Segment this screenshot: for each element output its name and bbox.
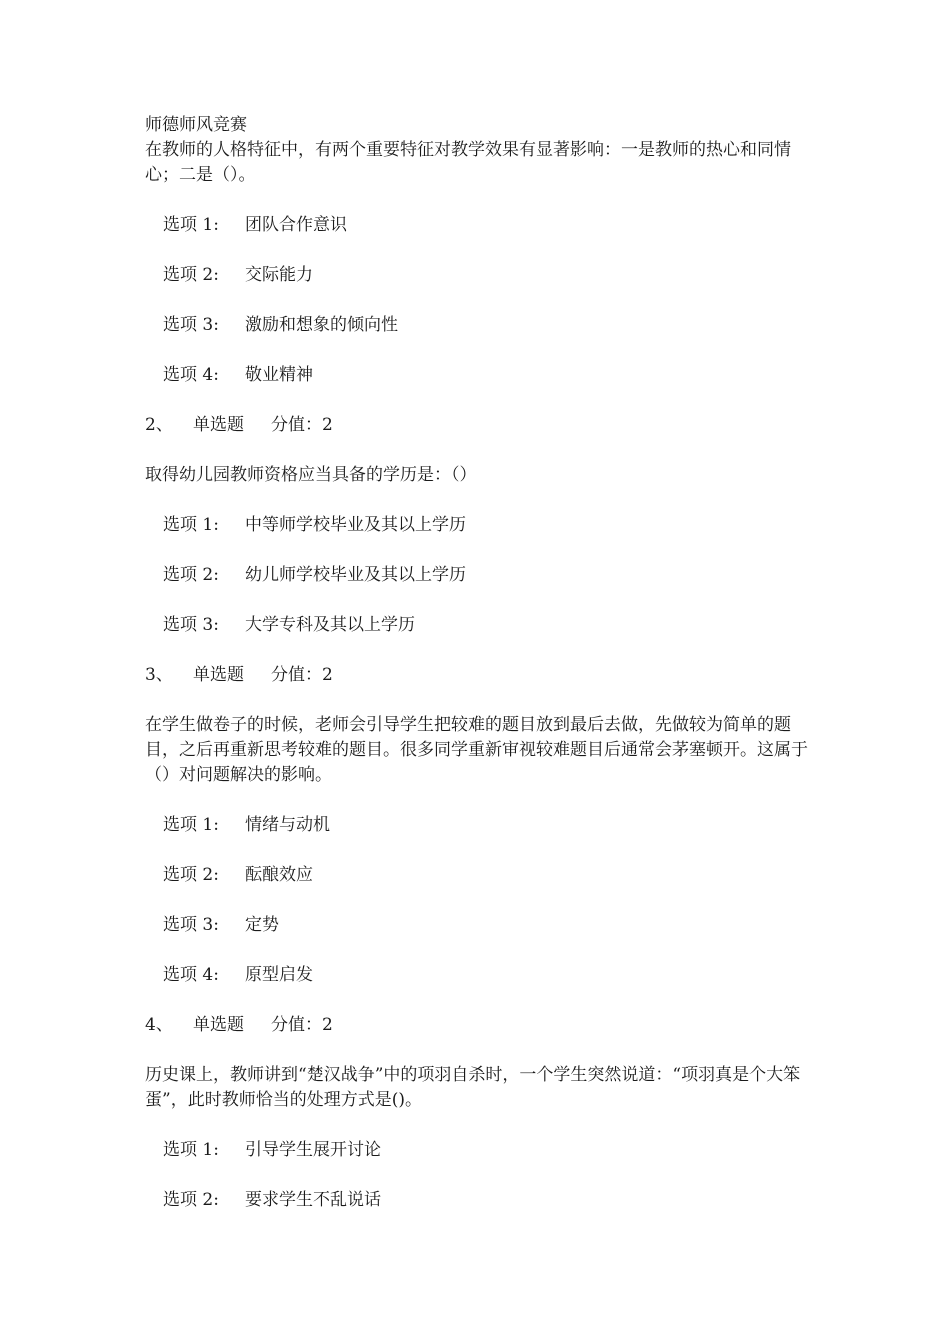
question-score: 分值：2 — [271, 415, 333, 435]
option-text: 引导学生展开讨论 — [245, 1140, 381, 1160]
question-header — [145, 663, 810, 688]
option-text: 幼儿师学校毕业及其以上学历 — [245, 565, 466, 585]
question-score: 分值：2 — [271, 665, 333, 685]
document-title: 师德师风竞赛 — [145, 115, 247, 135]
option-text: 交际能力 — [245, 265, 313, 285]
option-list — [145, 813, 810, 988]
question-1 — [145, 138, 810, 388]
option-item — [145, 1138, 810, 1163]
option-text: 情绪与动机 — [245, 815, 330, 835]
question-stem: 历史课上，教师讲到“楚汉战争”中的项羽自杀时，一个学生突然说道：“项羽真是个大笨蛋”，此时教师恰当的处理方式是()。 — [145, 1065, 801, 1110]
question-stem: 取得幼儿园教师资格应当具备的学历是：（） — [145, 465, 477, 485]
option-label: 选项 2: — [163, 565, 219, 585]
option-list — [145, 213, 810, 388]
option-text: 中等师学校毕业及其以上学历 — [245, 515, 466, 535]
question-type: 单选题 — [193, 415, 244, 435]
option-item — [145, 613, 810, 638]
question-number: 2、 — [145, 415, 173, 435]
option-item — [145, 313, 810, 338]
option-label: 选项 1: — [163, 1140, 219, 1160]
option-label: 选项 4: — [163, 965, 219, 985]
question-header — [145, 1013, 810, 1038]
option-text: 酝酿效应 — [245, 865, 313, 885]
option-item — [145, 813, 810, 838]
option-label: 选项 1: — [163, 815, 219, 835]
option-item — [145, 863, 810, 888]
option-item — [145, 963, 810, 988]
option-text: 原型启发 — [245, 965, 313, 985]
option-item — [145, 1188, 810, 1213]
option-text: 大学专科及其以上学历 — [245, 615, 415, 635]
option-item — [145, 563, 810, 588]
option-label: 选项 4: — [163, 365, 219, 385]
option-list — [145, 1138, 810, 1213]
option-text: 激励和想象的倾向性 — [245, 315, 398, 335]
question-score: 分值：2 — [271, 1015, 333, 1035]
option-label: 选项 2: — [163, 1190, 219, 1210]
option-label: 选项 3: — [163, 315, 219, 335]
option-item — [145, 913, 810, 938]
option-text: 定势 — [245, 915, 279, 935]
option-label: 选项 1: — [163, 515, 219, 535]
option-text: 敬业精神 — [245, 365, 313, 385]
option-item — [145, 213, 810, 238]
question-number: 3、 — [145, 665, 173, 685]
question-4 — [145, 1013, 810, 1213]
option-label: 选项 2: — [163, 865, 219, 885]
question-type: 单选题 — [193, 1015, 244, 1035]
option-label: 选项 1: — [163, 215, 219, 235]
option-label: 选项 3: — [163, 915, 219, 935]
question-stem: 在学生做卷子的时候，老师会引导学生把较难的题目放到最后去做，先做较为简单的题目，之后再重新思考较难的题目。很多同学重新审视较难题目后通常会茅塞顿开。这属于（）对问题解决的影响。 — [145, 715, 808, 785]
question-3 — [145, 663, 810, 988]
option-item — [145, 363, 810, 388]
question-2 — [145, 413, 810, 638]
option-text: 要求学生不乱说话 — [245, 1190, 381, 1210]
question-type: 单选题 — [193, 665, 244, 685]
option-label: 选项 3: — [163, 615, 219, 635]
option-label: 选项 2: — [163, 265, 219, 285]
option-item — [145, 263, 810, 288]
option-list — [145, 513, 810, 638]
question-header — [145, 413, 810, 438]
question-number: 4、 — [145, 1015, 173, 1035]
option-text: 团队合作意识 — [245, 215, 347, 235]
question-stem: 在教师的人格特征中，有两个重要特征对教学效果有显著影响：一是教师的热心和同情心；二是（）。 — [145, 140, 791, 185]
option-item — [145, 513, 810, 538]
